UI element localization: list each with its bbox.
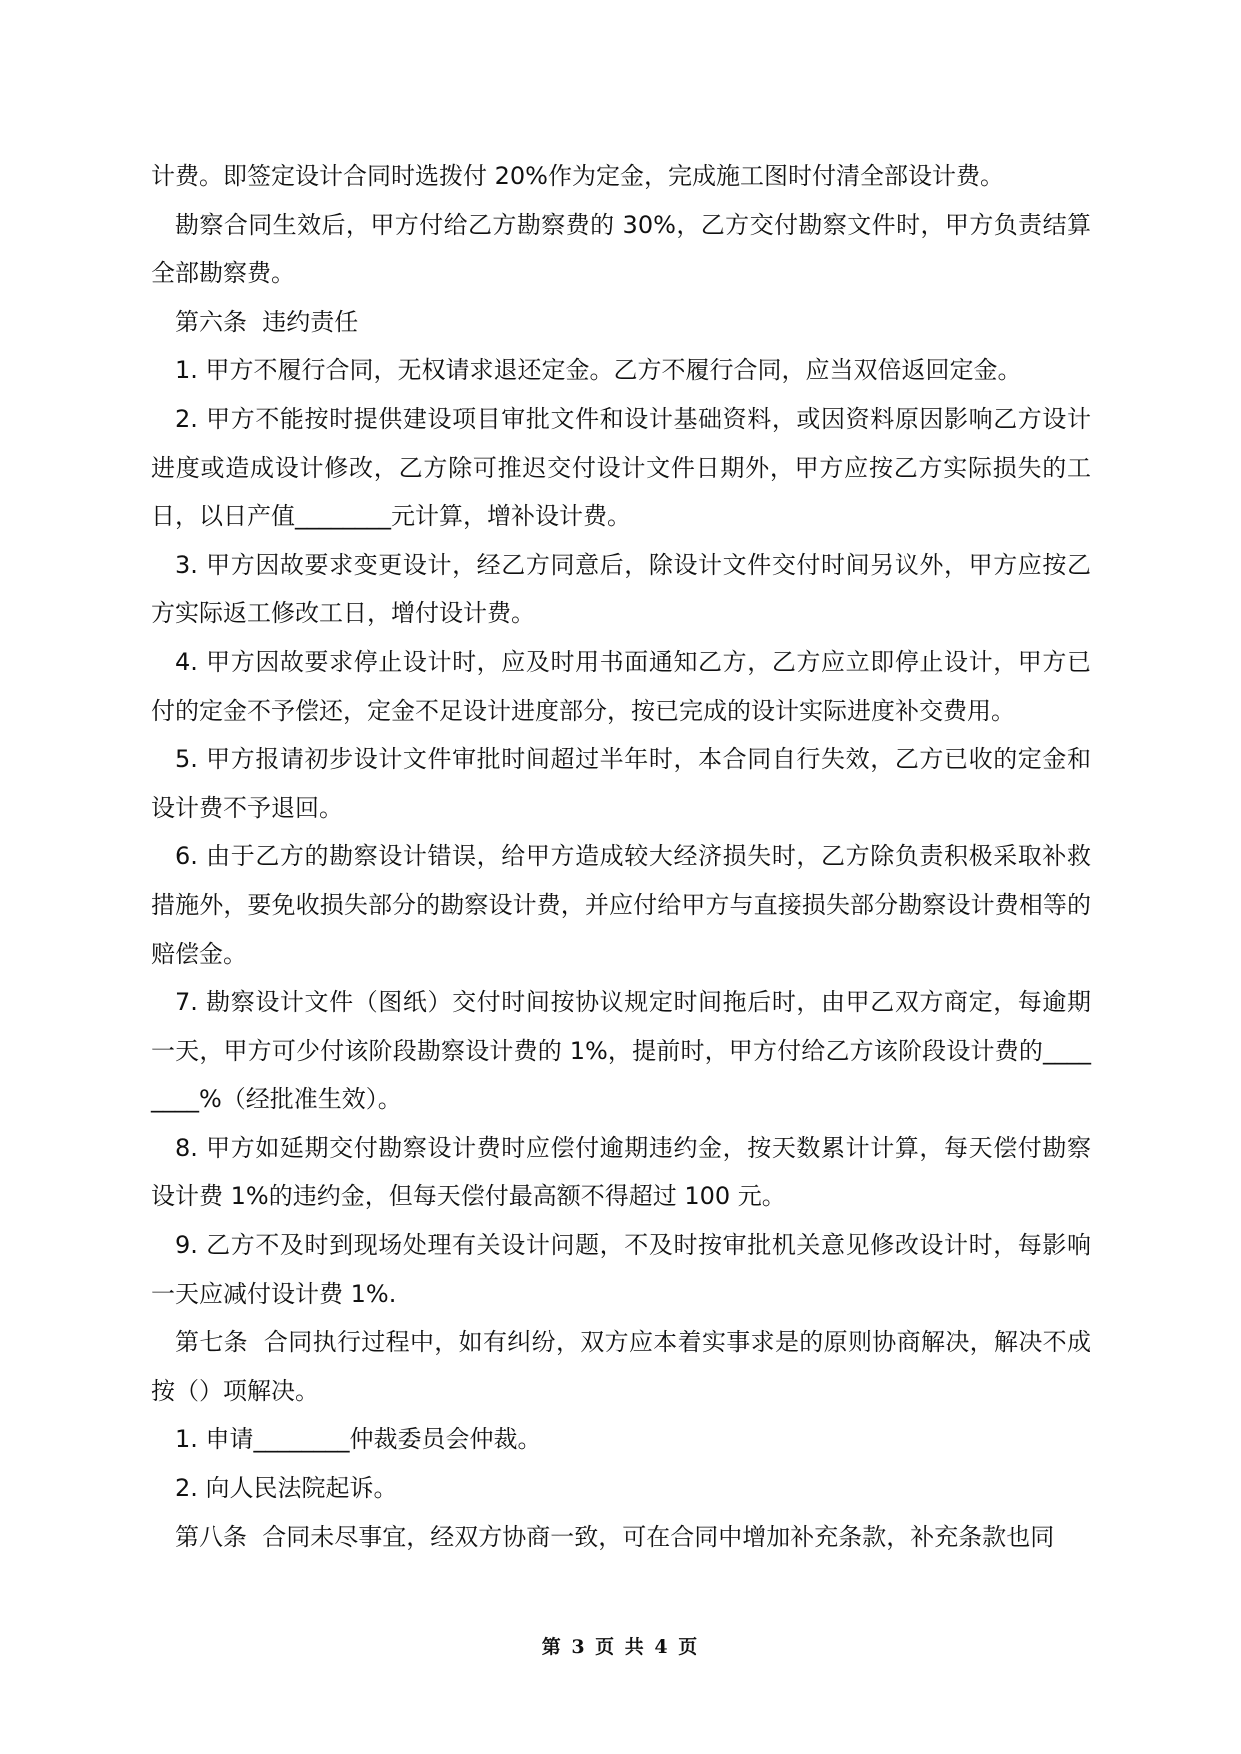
page-number-footer: 第 3 页 共 4 页 [541,1636,700,1658]
article-8: 第八条 合同未尽事宜，经双方协商一致，可在合同中增加补充条款，补充条款也同 [175,1522,1055,1551]
clause-6-6: 6. 由于乙方的勘察设计错误，给甲方造成较大经济损失时，乙方除负责积极采取补救措施外，要免收损失部分的勘察设计费，并应付给甲方与直接损失部分勘察设计费相等的赔偿金。 [151,842,1091,968]
section-heading-article-6: 第六条 违约责任 [175,307,359,336]
clause-6-1: 1. 甲方不履行合同，无权请求退还定金。乙方不履行合同，应当双倍返回定金。 [175,356,1022,385]
clause-7-2: 2. 向人民法院起诉。 [175,1474,398,1503]
clause-6-9: 9. 乙方不及时到现场处理有关设计问题，不及时按审批机关意见修改设计时，每影响一天应减付设计费 1%. [151,1231,1091,1308]
clause-6-4: 4. 甲方因故要求停止设计时，应及时用书面通知乙方，乙方应立即停止设计，甲方已付的定金不予偿还，定金不足设计进度部分，按已完成的设计实际进度补交费用。 [151,647,1091,725]
clause-6-5: 5. 甲方报请初步设计文件审批时间超过半年时，本合同自行失效，乙方已收的定金和设计费不予退回。 [151,745,1091,822]
paragraph-2: 勘察合同生效后，甲方付给乙方勘察费的 30%，乙方交付勘察文件时，甲方负责结算全部勘察费。 [151,210,1091,288]
clause-6-7: 7. 勘察设计文件（图纸）交付时间按协议规定时间拖后时，由甲乙双方商定，每逾期一天，甲方可少付该阶段勘察设计费的 1%，提前时，甲方付给乙方该阶段设计费的________%（经批准生效）。 [151,988,1091,1114]
clause-7-1: 1. 申请________仲裁委员会仲裁。 [175,1425,542,1454]
document-body [151,152,1091,1561]
paragraph-1: 计费。即签定设计合同时选拨付 20%作为定金，完成施工图时付清全部设计费。 [151,162,1004,190]
clause-6-8: 8. 甲方如延期交付勘察设计费时应偿付逾期违约金，按天数累计计算，每天偿付勘察设计费 1%的违约金，但每天偿付最高额不得超过 100 元。 [151,1133,1091,1211]
article-7: 第七条 合同执行过程中，如有纠纷，双方应本着实事求是的原则协商解决，解决不成按（）项解决。 [151,1328,1091,1405]
clause-6-3: 3. 甲方因故要求变更设计，经乙方同意后，除设计文件交付时间另议外，甲方应按乙方实际返工修改工日，增付设计费。 [151,550,1091,628]
clause-6-2: 2. 甲方不能按时提供建设项目审批文件和设计基础资料，或因资料原因影响乙方设计进度或造成设计修改，乙方除可推迟交付设计文件日期外，甲方应按乙方实际损失的工日，以日产值________元计算，增补设计费。 [151,404,1091,531]
